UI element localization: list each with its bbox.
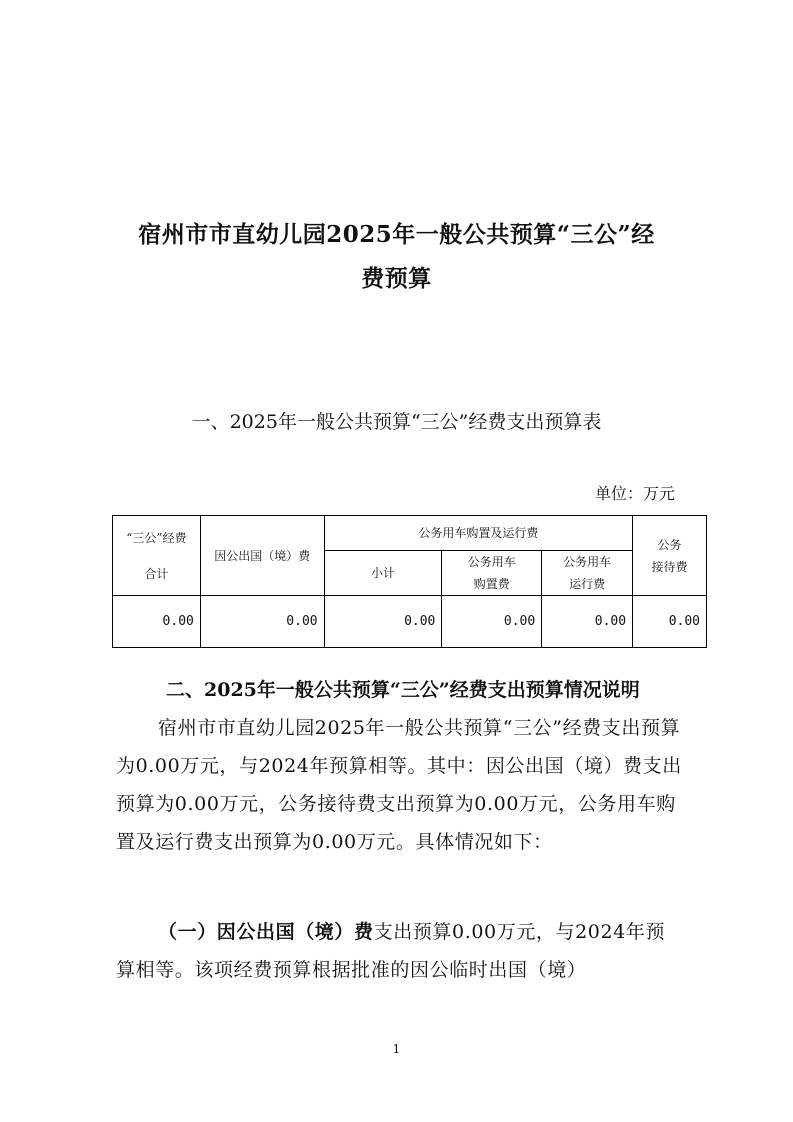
header-purchase-line2: 购置费 — [473, 577, 510, 591]
section1-heading: 一、2025年一般公共预算“三公”经费支出预算表 — [191, 411, 602, 433]
title-line-2: 费预算 — [361, 265, 432, 292]
header-running-line2: 运行费 — [569, 577, 606, 591]
header-reception-line1: 公务 — [657, 537, 682, 552]
value-subtotal: 0.00 — [324, 596, 442, 648]
value-abroad: 0.00 — [200, 596, 324, 648]
budget-table — [112, 515, 707, 648]
paragraph-1: 宿州市市直幼儿园2025年一般公共预算“三公”经费支出预算为0.00万元，与2024年预算相等。其中：因公出国（境）费支出预算为0.00万元，公务接待费支出预算为0.00万元，公务用车购置及运行费支出预算为0.00万元。具体情况如下： — [116, 717, 682, 853]
value-running: 0.00 — [542, 596, 633, 648]
paragraph-2-heading: （一）因公出国（境）费 — [158, 921, 374, 943]
header-subtotal: 小计 — [324, 551, 442, 596]
value-total: 0.00 — [113, 596, 201, 648]
section2-heading: 二、2025年一般公共预算“三公”经费支出预算情况说明 — [166, 679, 640, 701]
title-line-1: 宿州市市直幼儿园2025年一般公共预算“三公”经 — [138, 221, 655, 248]
document-title — [0, 213, 793, 301]
header-running — [542, 551, 633, 596]
header-running-line1: 公务用车 — [563, 555, 612, 569]
header-reception — [633, 516, 707, 596]
header-total-line1: “三公”经费 — [126, 530, 187, 545]
paragraph-2-text: 支出预算0.00万元，与2024年预算相等。该项经费预算根据批准的因公临时出国（境） — [116, 921, 666, 981]
value-purchase: 0.00 — [442, 596, 542, 648]
header-reception-line2: 接待费 — [651, 559, 688, 574]
value-reception: 0.00 — [633, 596, 707, 648]
header-vehicle: 公务用车购置及运行费 — [324, 516, 632, 551]
unit-label: 单位：万元 — [594, 484, 675, 503]
page-number: 1 — [392, 1042, 401, 1056]
header-purchase — [442, 551, 542, 596]
header-abroad: 因公出国（境）费 — [200, 516, 324, 596]
header-total — [113, 516, 201, 596]
header-total-line2: 合计 — [144, 566, 169, 581]
table-row — [113, 596, 707, 648]
header-purchase-line1: 公务用车 — [467, 555, 516, 569]
paragraph-2 — [116, 913, 682, 989]
table-header-row-1 — [113, 516, 707, 551]
